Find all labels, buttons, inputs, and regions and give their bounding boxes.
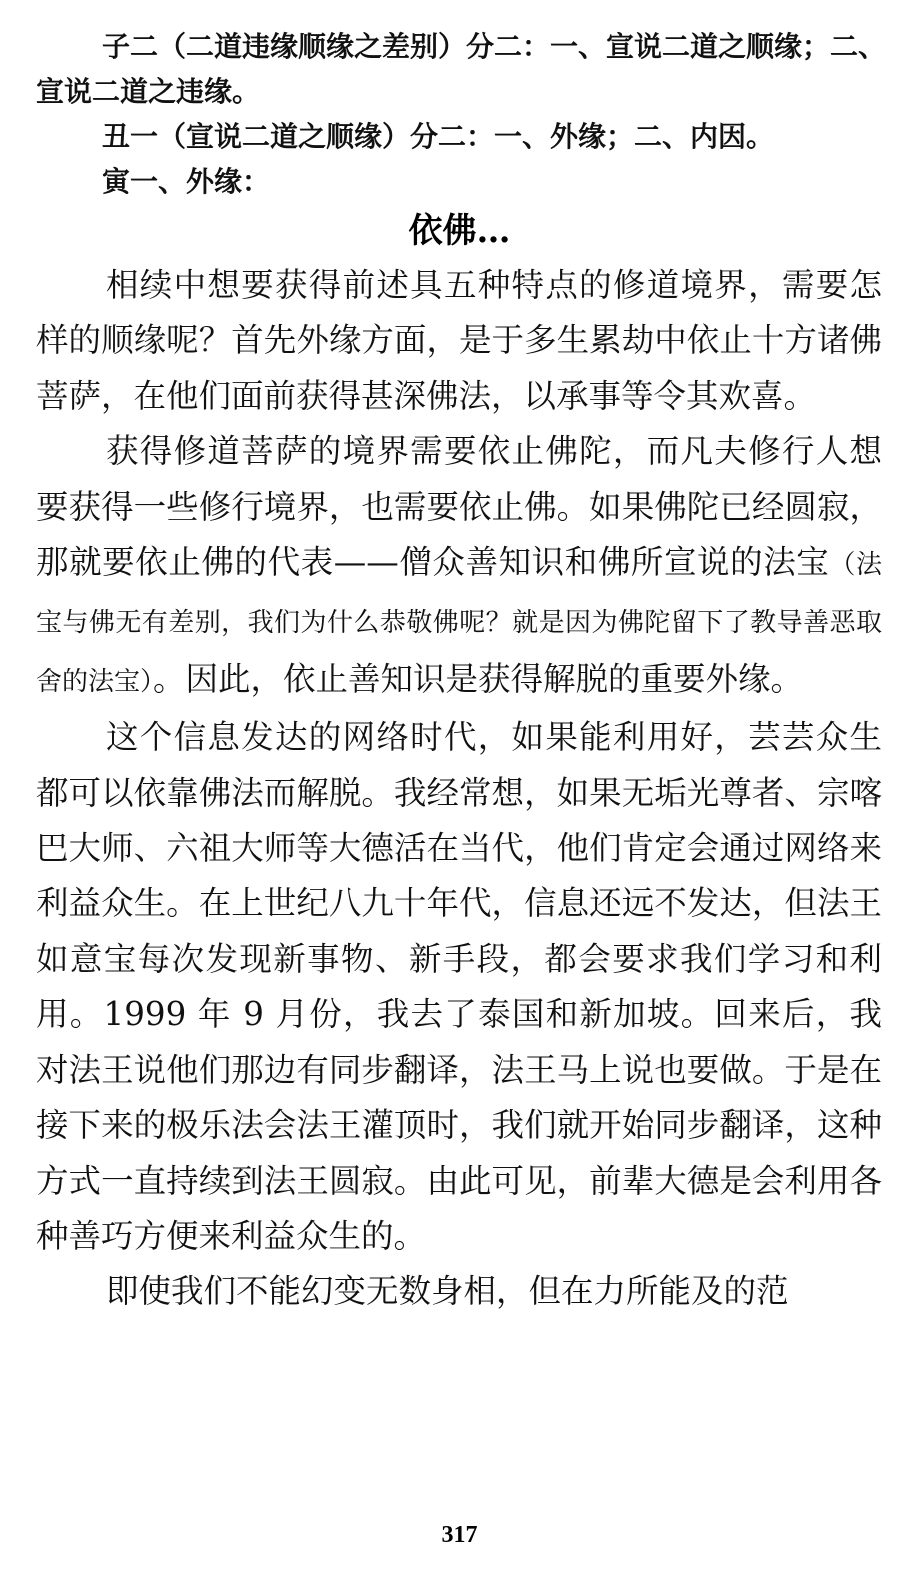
page-number: 317	[441, 1522, 478, 1548]
section-heading: 依佛…	[408, 211, 511, 251]
paragraph-2-main: 获得修道菩萨的境界需要依止佛陀，而凡夫修行人想要获得一些修行境界，也需要依止佛。如果佛陀已经圆寂，那就要依止佛的代表——僧众善知识和佛所宣说的法宝	[36, 432, 882, 582]
paragraph-3: 这个信息发达的网络时代，如果能利用好，芸芸众生都可以依靠佛法而解脱。我经常想，如果无垢光尊者、宗喀巴大师、六祖大师等大德活在当代，他们肯定会通过网络来利益众生。在上世纪八九十年代，信息还远不发达，但法王如意宝每次发现新事物、新手段，都会要求我们学习和利用。1999 年 9 月份，我去了泰国和新加坡。回来后，我对法王说他们那边有同步翻译，法王马上说也要做。于是在接下来的极乐法会法王灌顶时，我们就开始同步翻译，这种方式一直持续到法王圆寂。由此可见，前辈大德是会利用各种善巧方便来利益众生的。	[36, 718, 882, 1255]
outline-line-3: 寅一、外缘：	[102, 165, 271, 198]
outline-block	[36, 24, 886, 204]
paragraph-1: 相续中想要获得前述具五种特点的修道境界，需要怎样的顺缘呢？首先外缘方面，是于多生累劫中依止十方诸佛菩萨，在他们面前获得甚深佛法，以承事等令其欢喜。	[36, 266, 882, 415]
outline-line-1: 子二（二道违缘顺缘之差别）分二：一、宣说二道之顺缘；二、宣说二道之违缘。	[36, 30, 887, 108]
paragraph-4: 即使我们不能幻变无数身相，但在力所能及的范	[106, 1272, 789, 1311]
paragraph-2-note: （法宝与佛无有差别，我们为什么恭敬佛呢？就是因为佛陀留下了教导善恶取舍的法宝）	[36, 550, 882, 697]
outline-line-2: 丑一（宣说二道之顺缘）分二：一、外缘；二、内因。	[102, 120, 775, 153]
paragraph-2-tail: 。因此，依止善知识是获得解脱的重要外缘。	[153, 659, 804, 698]
paragraph-2	[36, 424, 882, 710]
body-text	[36, 258, 882, 1320]
